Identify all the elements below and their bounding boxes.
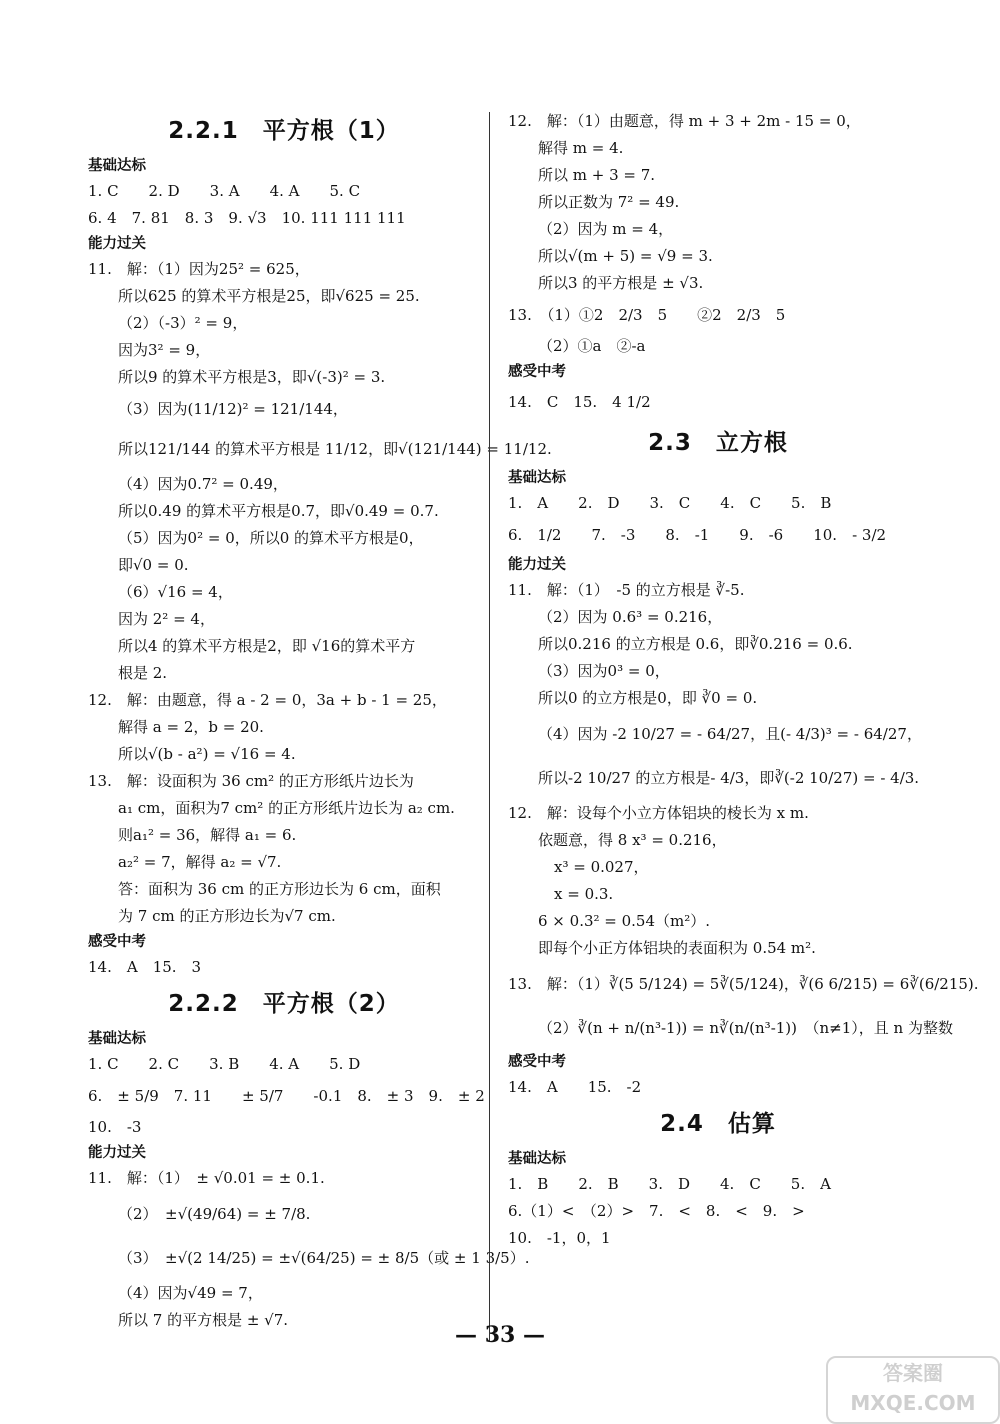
answer-line: 所以9 的算术平方根是3，即√(-3)² = 3. [118,368,386,386]
answer-line: （4）因为0.7² = 0.49， [118,475,288,493]
answer-line: 所以正数为 7² = 49. [538,193,680,211]
watermark-logo [826,1356,1000,1424]
answer-line: 10. -3 [88,1118,142,1136]
answer-line: 解得 m = 4. [538,139,624,157]
answer-line: 所以0.216 的立方根是 0.6，即∛0.216 = 0.6. [538,635,853,653]
answer-line: 则a₁² = 36，解得 a₁ = 6. [118,826,297,844]
answer-line: （2） ±√(49/64) = ± 7/8. [118,1205,311,1223]
section-title: 2.4 估算 [660,1111,776,1137]
answer-line: 即每个小正方体铝块的表面积为 0.54 m². [538,939,816,957]
answer-line: （3） ±√(2 14/25) = ±√(64/25) = ± 8/5（或 ± 1 3/5）. [118,1249,530,1267]
left-column [88,108,552,1334]
answer-line: 11. 解：（1） ± √0.01 = ± 0.1. [88,1169,325,1187]
section-subheading: 能力过关 [88,236,146,252]
answer-line: 11. 解：（1） -5 的立方根是 ∛-5. [508,581,745,599]
answer-line: 所以 7 的平方根是 ± √7. [118,1311,289,1329]
answer-line: 12. 解：由题意，得 a - 2 = 0，3a + b - 1 = 25， [88,691,447,709]
answer-line: 解得 a = 2，b = 20. [118,718,264,736]
right-column [508,108,979,1252]
section-subheading: 能力过关 [88,1145,146,1161]
answer-line: （5）因为0² = 0，所以0 的算术平方根是0， [118,529,424,547]
section-subheading: 基础达标 [508,470,566,486]
answer-line: 所以3 的平方根是 ± √3. [538,274,704,292]
answer-line: x³ = 0.027， [554,858,649,876]
answer-line: 6.（1）< （2）> 7. < 8. < 9. > [508,1202,805,1220]
answer-line: 所以 m + 3 = 7. [538,166,656,184]
section-subheading: 感受中考 [508,1054,566,1070]
answer-line: （3）因为(11/12)² = 121/144， [118,400,348,418]
answer-line: （6）√16 = 4， [118,583,233,601]
section-title: 2.3 立方根 [648,430,788,456]
watermark-url: MXQE.COM [850,1391,976,1415]
answer-line: 所以121/144 的算术平方根是 11/12，即√(121/144) = 11/12. [118,440,552,458]
answer-line: （3）因为0³ = 0， [538,662,670,680]
answer-line: 11. 解：（1）因为25² = 625， [88,260,310,278]
answer-line: x = 0.3. [554,885,614,903]
answer-line: 12. 解：（1）由题意，得 m + 3 + 2m - 15 = 0， [508,112,861,130]
answer-line: 13. 解：设面积为 36 cm² 的正方形纸片边长为 [88,772,414,790]
answer-line: 14. A 15. -2 [508,1078,642,1096]
answer-line: 14. C 15. 4 1/2 [508,393,651,411]
answer-line: 1. C 2. C 3. B 4. A 5. D [88,1055,361,1073]
answer-line: 因为 2² = 4， [118,610,215,628]
answer-line: a₂² = 7，解得 a₂ = √7. [118,853,282,871]
answer-line: 6. 1/2 7. -3 8. -1 9. -6 10. - 3/2 [508,526,887,544]
watermark-text: 答案圈 [883,1361,943,1385]
answer-line: 6. ± 5/9 7. 11 ± 5/7 -0.1 8. ± 3 9. ± 2 [88,1087,485,1105]
answer-line: 12. 解：设每个小立方体铝块的棱长为 x m. [508,804,809,822]
answer-line: 1. B 2. B 3. D 4. C 5. A [508,1175,831,1193]
answer-line: 13. （1）①2 2/3 5 ②2 2/3 5 [508,306,786,324]
answer-line: 因为3² = 9， [118,341,211,359]
page-number: — 33 — [455,1322,545,1348]
answer-line: （4）因为√49 = 7， [118,1284,263,1302]
answer-line: （2）∛(n + n/(n³-1)) = n∛(n/(n³-1)) （n≠1），且 n 为整数 [538,1019,953,1037]
answer-line: 所以625 的算术平方根是25，即√625 = 25. [118,287,420,305]
column-divider [489,112,490,1342]
answer-line: 所以0 的立方根是0，即 ∛0 = 0. [538,689,758,707]
answer-line: 所以4 的算术平方根是2，即 √16的算术平方 [118,637,416,655]
answer-line: 13. 解：（1）∛(5 5/124) = 5∛(5/124)，∛(6 6/215) = 6∛(6/215). [508,975,979,993]
answer-line: 6. 4 7. 81 8. 3 9. √3 10. 111 111 111 [88,209,406,227]
section-title: 2.2.2 平方根（2） [168,991,400,1017]
answer-line: 所以√(m + 5) = √9 = 3. [538,247,713,265]
section-subheading: 基础达标 [88,158,146,174]
answer-line: 1. C 2. D 3. A 4. A 5. C [88,182,361,200]
answer-line: 为 7 cm 的正方形边长为√7 cm. [118,907,336,925]
answer-line: 10. -1，0，1 [508,1229,611,1247]
section-subheading: 基础达标 [508,1151,566,1167]
answer-line: 所以0.49 的算术平方根是0.7，即√0.49 = 0.7. [118,502,439,520]
answer-line: 14. A 15. 3 [88,958,202,976]
answer-line: 依题意，得 8 x³ = 0.216， [538,831,727,849]
answer-line: （2）因为 0.6³ = 0.216， [538,608,723,626]
answer-line: a₁ cm，面积为7 cm² 的正方形纸片边长为 a₂ cm. [118,799,455,817]
answer-line: 即√0 = 0. [118,556,189,574]
section-subheading: 感受中考 [508,364,566,380]
answer-line: 所以√(b - a²) = √16 = 4. [118,745,296,763]
answer-line: 所以-2 10/27 的立方根是- 4/3，即∛(-2 10/27) = - 4/3. [538,769,920,787]
section-subheading: 基础达标 [88,1031,146,1047]
answer-line: 6 × 0.3² = 0.54（m²）. [538,912,711,930]
answer-line: 根是 2. [118,664,168,682]
section-subheading: 感受中考 [88,934,146,950]
answer-line: （2）①a ②-a [538,337,646,355]
answer-line: （4）因为 -2 10/27 = - 64/27，且(- 4/3)³ = - 64/27， [538,725,922,743]
section-subheading: 能力过关 [508,557,566,573]
answer-line: （2）因为 m = 4， [538,220,674,238]
answer-line: 1. A 2. D 3. C 4. C 5. B [508,494,832,512]
answer-line: （2）（-3）² = 9， [118,314,248,332]
answer-line: 答：面积为 36 cm 的正方形边长为 6 cm，面积 [118,880,441,898]
section-title: 2.2.1 平方根（1） [168,118,400,144]
